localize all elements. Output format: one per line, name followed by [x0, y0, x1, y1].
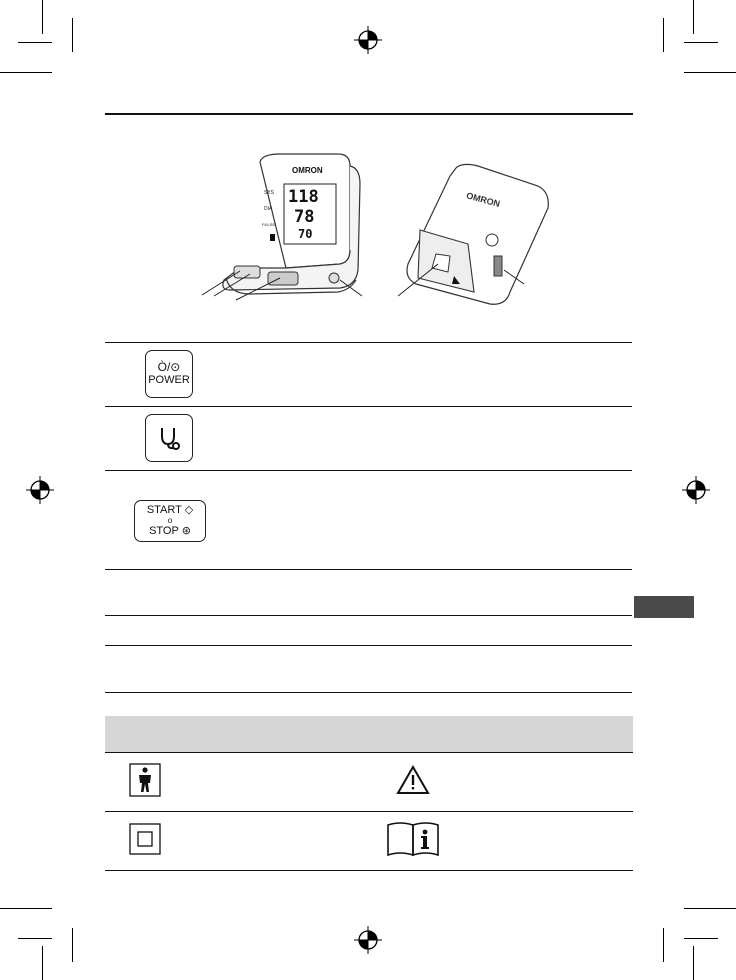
device-back-illustration [398, 160, 558, 320]
sys-value: 118 [288, 187, 319, 207]
crop-mark [684, 938, 718, 939]
crop-mark [18, 42, 52, 43]
table-rule [105, 342, 632, 343]
stethoscope-icon [155, 424, 183, 452]
crop-mark [42, 0, 43, 34]
table-rule [105, 645, 632, 646]
crop-mark [42, 946, 43, 980]
warning-triangle-icon [396, 765, 430, 795]
crop-mark [693, 0, 694, 34]
device-brand-back: OMRON [465, 190, 502, 210]
table-rule [105, 615, 632, 616]
stethoscope-button-icon [145, 414, 193, 462]
table-rule [105, 569, 632, 570]
crop-mark [663, 18, 664, 52]
registration-mark-left [26, 476, 54, 504]
crop-mark [72, 928, 73, 962]
top-rule [105, 113, 633, 115]
registration-mark-top [354, 26, 382, 54]
crop-mark [663, 928, 664, 962]
device-air-jack [329, 273, 339, 283]
table-rule [105, 406, 632, 407]
device-start-button [268, 272, 298, 285]
symbol-row [105, 753, 633, 812]
crop-mark [684, 42, 718, 43]
dia-value: 78 [294, 207, 315, 227]
pulse-label: PULSE [262, 222, 276, 227]
start-stop-button-icon: START ◇ o STOP ⊛ [134, 500, 206, 542]
crop-mark [684, 908, 736, 909]
crop-mark [0, 908, 52, 909]
device-front-illustration [190, 150, 390, 302]
registration-mark-bottom [354, 926, 382, 954]
table-rule [105, 470, 632, 471]
table-rule [105, 692, 632, 693]
section-tab [634, 596, 694, 618]
start-label: START [146, 504, 182, 516]
sys-label: SYS [264, 190, 275, 196]
crop-mark [18, 938, 52, 939]
crop-mark [684, 72, 736, 73]
usb-port [494, 256, 502, 276]
dia-label: DIA [264, 206, 273, 212]
crop-mark [0, 72, 52, 73]
registration-mark-right [682, 476, 710, 504]
start-stop-separator: o [167, 516, 173, 525]
pulse-value: 70 [298, 227, 313, 241]
device-brand-front: OMRON [292, 166, 323, 175]
symbol-table [105, 716, 633, 871]
manual-info-icon [386, 821, 440, 857]
symbol-table-header [105, 716, 633, 753]
stop-label: STOP [149, 525, 179, 537]
crop-mark [72, 18, 73, 52]
power-button-icon [145, 350, 193, 398]
person-icon [129, 763, 161, 797]
double-square-icon [129, 823, 161, 855]
crop-mark [693, 946, 694, 980]
power-symbol: Ò/⊙ [157, 360, 181, 374]
symbol-row [105, 812, 633, 871]
power-label: POWER [148, 374, 190, 386]
